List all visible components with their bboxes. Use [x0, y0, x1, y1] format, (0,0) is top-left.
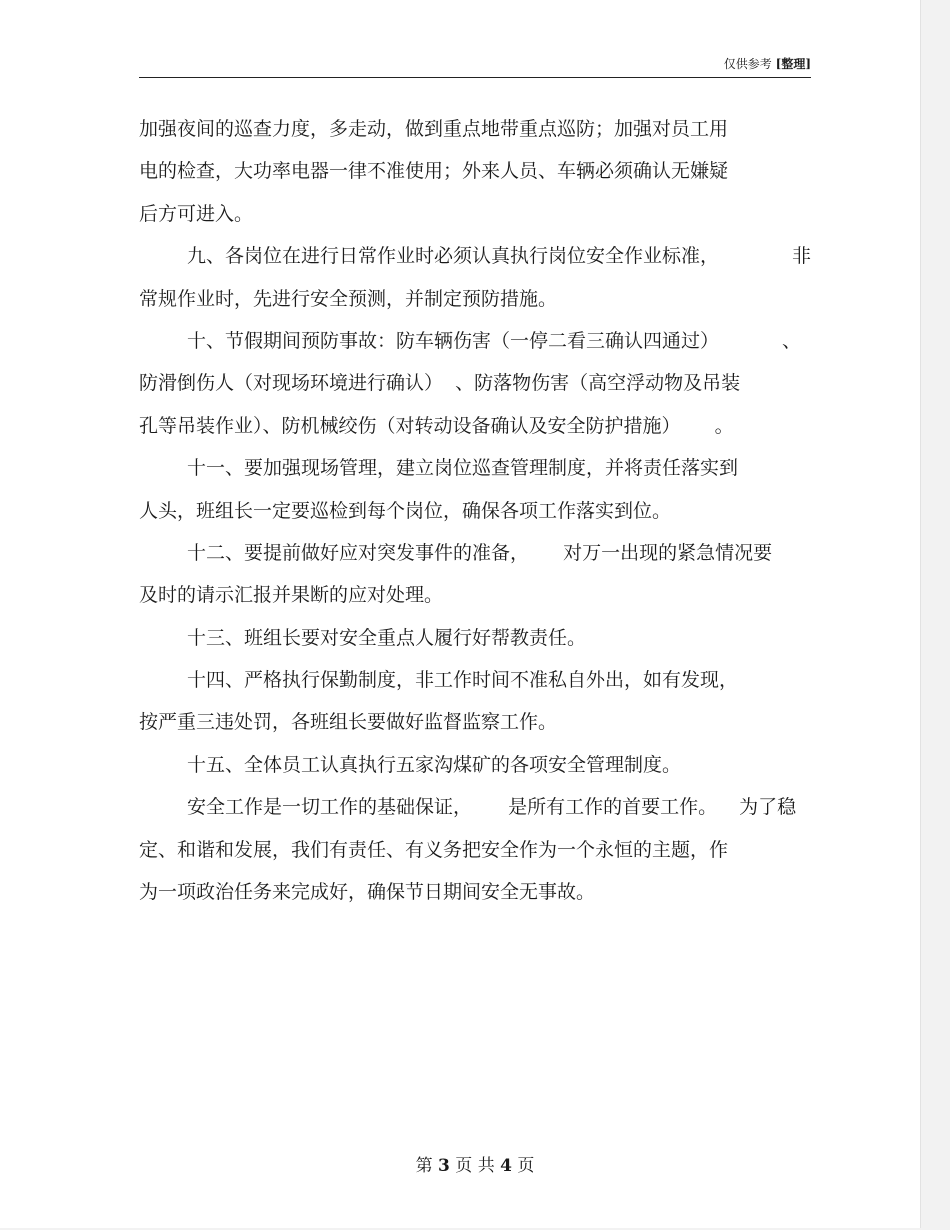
paragraph-line: 十四、严格执行保勤制度，非工作时间不准私自外出，如有发现，	[187, 669, 739, 692]
paragraph-text: 是所有工作的首要工作。	[508, 796, 718, 819]
footer-suffix: 页	[517, 1156, 535, 1176]
paragraph-text: 十二、要提前做好应对突发事件的准备，	[187, 541, 530, 564]
paragraph-line	[139, 532, 811, 574]
paragraph-line	[139, 405, 811, 447]
paragraph-text: 非	[791, 245, 811, 268]
paragraph-line: 十一、要加强现场管理，建立岗位巡查管理制度，并将责任落实到	[187, 457, 739, 480]
paragraph-line: 按严重三违处罚，各班组长要做好监督监察工作。	[139, 711, 558, 734]
paragraph-line: 电的检查，大功率电器一律不准使用；外来人员、车辆必须确认无嫌疑	[139, 160, 729, 183]
paragraph-line	[139, 320, 811, 362]
page-header	[139, 55, 811, 78]
header-text: 仅供参考	[723, 57, 772, 71]
paragraph-line	[139, 786, 811, 828]
paragraph-line: 人头，班组长一定要巡检到每个岗位，确保各项工作落实到位。	[139, 499, 672, 522]
header-bracket-label: [整理]	[775, 57, 811, 71]
paragraph-text: 。	[714, 414, 734, 437]
paragraph-line: 定、和谐和发展，我们有责任、有义务把安全作为一个永恒的主题，作	[139, 838, 729, 861]
paragraph-line: 为一项政治任务来完成好，确保节日期间安全无事故。	[139, 881, 596, 904]
paragraph-text: 九、各岗位在进行日常作业时必须认真执行岗位安全作业标准，	[187, 245, 720, 268]
paragraph-text: 、	[781, 329, 801, 352]
page-footer	[0, 1156, 950, 1176]
footer-mid: 页 共	[455, 1156, 495, 1176]
paragraph-text: 对万一出现的紧急情况要	[563, 541, 773, 564]
current-page-number: 3	[438, 1156, 450, 1176]
paragraph-line: 常规作业时，先进行安全预测，并制定预防措施。	[139, 287, 558, 310]
paragraph-line	[139, 235, 811, 277]
paragraph-text: 孔等吊装作业）、防机械绞伤（对转动设备确认及安全防护措施）	[139, 414, 681, 437]
total-page-count: 4	[500, 1156, 512, 1176]
paragraph-line: 及时的请示汇报并果断的应对处理。	[139, 584, 444, 607]
paragraph-line: 十五、全体员工认真执行五家沟煤矿的各项安全管理制度。	[187, 753, 682, 776]
paragraph-text: 安全工作是一切工作的基础保证，	[187, 796, 473, 819]
paragraph-text: 十、节假期间预防事故：防车辆伤害（一停二看三确认四通过）	[187, 329, 720, 352]
paragraph-text: 为了稳	[739, 796, 797, 819]
paragraph-line: 十三、班组长要对安全重点人履行好帮教责任。	[187, 626, 587, 649]
paragraph-line: 防滑倒伤人（对现场环境进行确认） 、防落物伤害（高空浮动物及吊装	[139, 372, 741, 395]
document-body	[139, 108, 811, 913]
paragraph-line: 加强夜间的巡查力度，多走动，做到重点地带重点巡防；加强对员工用	[139, 118, 729, 140]
paragraph-line: 后方可进入。	[139, 202, 254, 225]
footer-prefix: 第	[415, 1156, 433, 1176]
